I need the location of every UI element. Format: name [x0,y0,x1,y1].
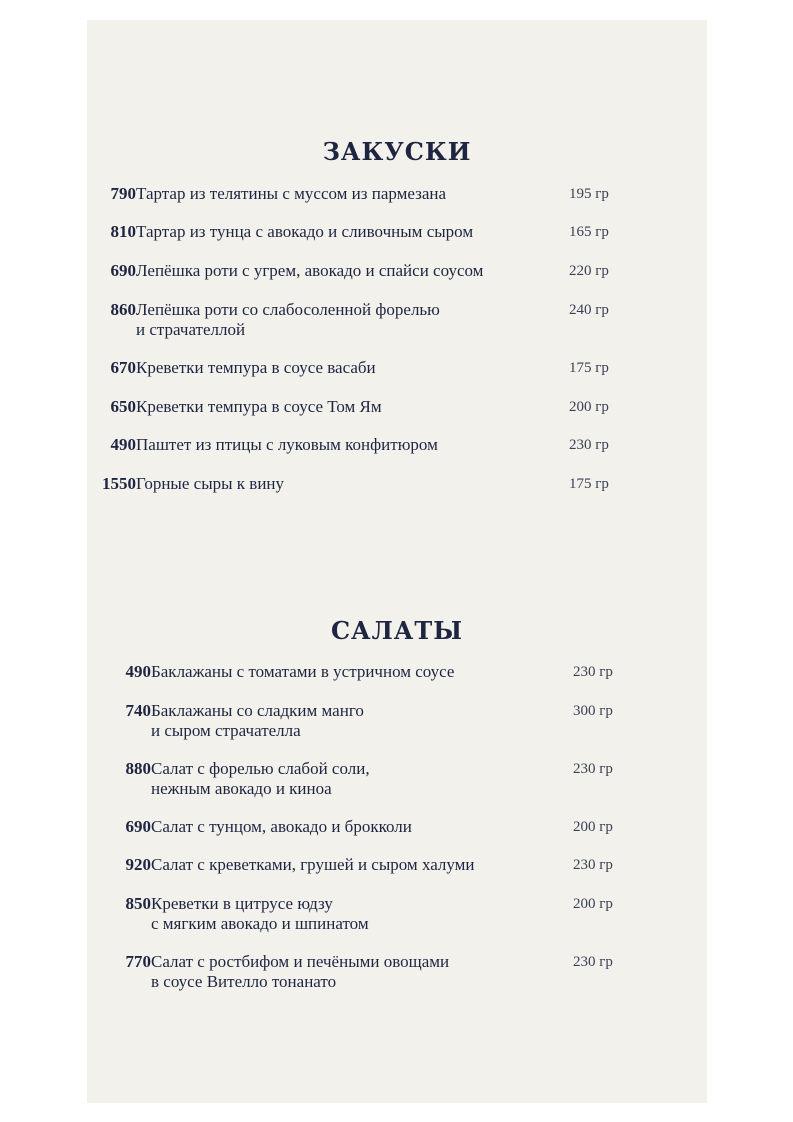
dish-price: 740 [125,701,151,720]
dish-name: Паштет из птицы с луковым конфитюром [136,435,438,454]
dish-weight: 240 гр [569,302,609,318]
dish-name: Салат с креветками, грушей и сыром халуми [151,855,475,874]
dish-weight: 230 гр [573,664,613,680]
dish-weight: 230 гр [573,857,613,873]
dish-weight: 230 гр [569,437,609,453]
dish-weight: 230 гр [573,954,613,970]
dish-price: 490 [125,662,151,681]
dish-price: 790 [110,184,136,203]
dish-name: Салат с форелью слабой соли, нежным авокадо и киноа [151,759,370,798]
section-title: ЗАКУСКИ [322,137,472,166]
dish-price: 860 [110,300,136,319]
dish-name: Баклажаны с томатами в устричном соусе [151,662,455,681]
dish-name: Креветки в цитрусе юдзу с мягким авокадо и шпинатом [151,894,369,933]
dish-name: Салат с тунцом, авокадо и брокколи [151,817,412,836]
dish-weight: 220 гр [569,263,609,279]
dish-weight: 175 гр [569,360,609,376]
dish-weight: 195 гр [569,186,609,202]
dish-price: 1550 [102,474,136,493]
dish-name: Горные сыры к вину [136,474,285,493]
section-title: САЛАТЫ [330,616,464,645]
dish-price: 690 [110,261,136,280]
dish-price: 850 [125,894,151,913]
dish-weight: 200 гр [569,399,609,415]
dish-price: 670 [110,358,136,377]
dish-price: 490 [110,435,136,454]
menu-page [87,20,707,1103]
dish-price: 920 [125,855,151,874]
dish-weight: 175 гр [569,476,609,492]
dish-weight: 200 гр [573,819,613,835]
dish-name: Салат с ростбифом и печёными овощами в соусе Вителло тонанато [151,952,450,991]
dish-weight: 300 гр [573,703,613,719]
dish-name: Креветки темпура в соусе Том Ям [136,397,382,416]
dish-name: Баклажаны со сладким манго и сыром страчателла [151,701,364,740]
dish-weight: 230 гр [573,761,613,777]
dish-weight: 200 гр [573,896,613,912]
dish-name: Лепёшка роти с угрем, авокадо и спайси соусом [136,261,484,280]
dish-price: 810 [110,222,136,241]
dish-price: 690 [125,817,151,836]
dish-name: Тартар из телятины с муссом из пармезана [136,184,447,203]
dish-name: Креветки темпура в соусе васаби [136,358,376,377]
dish-price: 770 [125,952,151,971]
dish-name: Лепёшка роти со слабосоленной форелью и страчателлой [136,300,440,339]
dish-name: Тартар из тунца с авокадо и сливочным сыром [136,222,474,241]
dish-price: 880 [125,759,151,778]
dish-price: 650 [110,397,136,416]
dish-weight: 165 гр [569,224,609,240]
